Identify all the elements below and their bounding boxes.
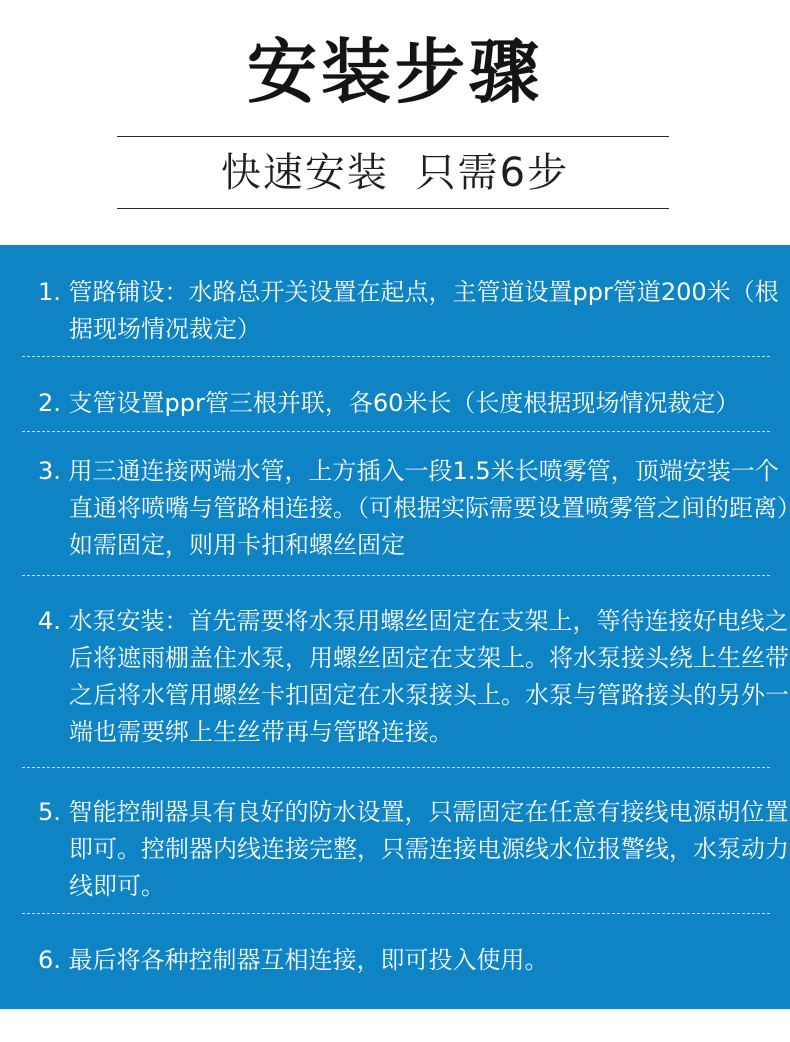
steps-panel [0, 245, 790, 1009]
subtitle-quick-install: 快速安装 [220, 150, 389, 196]
page-title: 安装步骤 [247, 31, 543, 113]
step-separator [22, 356, 770, 357]
step-separator [22, 913, 770, 914]
step-separator [22, 575, 770, 576]
step-4: 4. 水泵安装：首先需要将水泵用螺丝固定在支架上，等待连接好电线之后将遮雨棚盖住水泵，用螺丝固定在支架上。将水泵接头绕上生丝带之后将水管用螺丝卡扣固定在水泵接头上。水泵与管路接头的另外一端也需要绑上生丝带再与管路连接。 [38, 607, 789, 746]
step-1: 1. 管路铺设：水路总开关设置在起点，主管道设置ppr管道200米（根据现场情况裁定） [38, 278, 779, 343]
step-6: 6. 最后将各种控制器互相连接，即可投入使用。 [38, 946, 549, 974]
step-5: 5. 智能控制器具有良好的防水设置，只需固定在任意有接线电源胡位置即可。控制器内线连接完整，只需连接电源线水位报警线，水泵动力线即可。 [38, 798, 789, 900]
page-header [0, 0, 790, 245]
step-separator [22, 431, 770, 432]
step-separator [22, 767, 770, 768]
step-3: 3. 用三通连接两端水管，上方插入一段1.5米长喷雾管，顶端安装一个直通将喷嘴与管路相连接。（可根据实际需要设置喷雾管之间的距离）如需固定，则用卡扣和螺丝固定 [38, 457, 789, 559]
divider-bottom [117, 208, 669, 209]
divider-top [117, 136, 669, 137]
step-2: 2. 支管设置ppr管三根并联，各60米长（长度根据现场情况裁定） [38, 389, 740, 417]
page-subtitle [0, 140, 790, 206]
subtitle-six-steps: 只需6步 [415, 150, 570, 196]
